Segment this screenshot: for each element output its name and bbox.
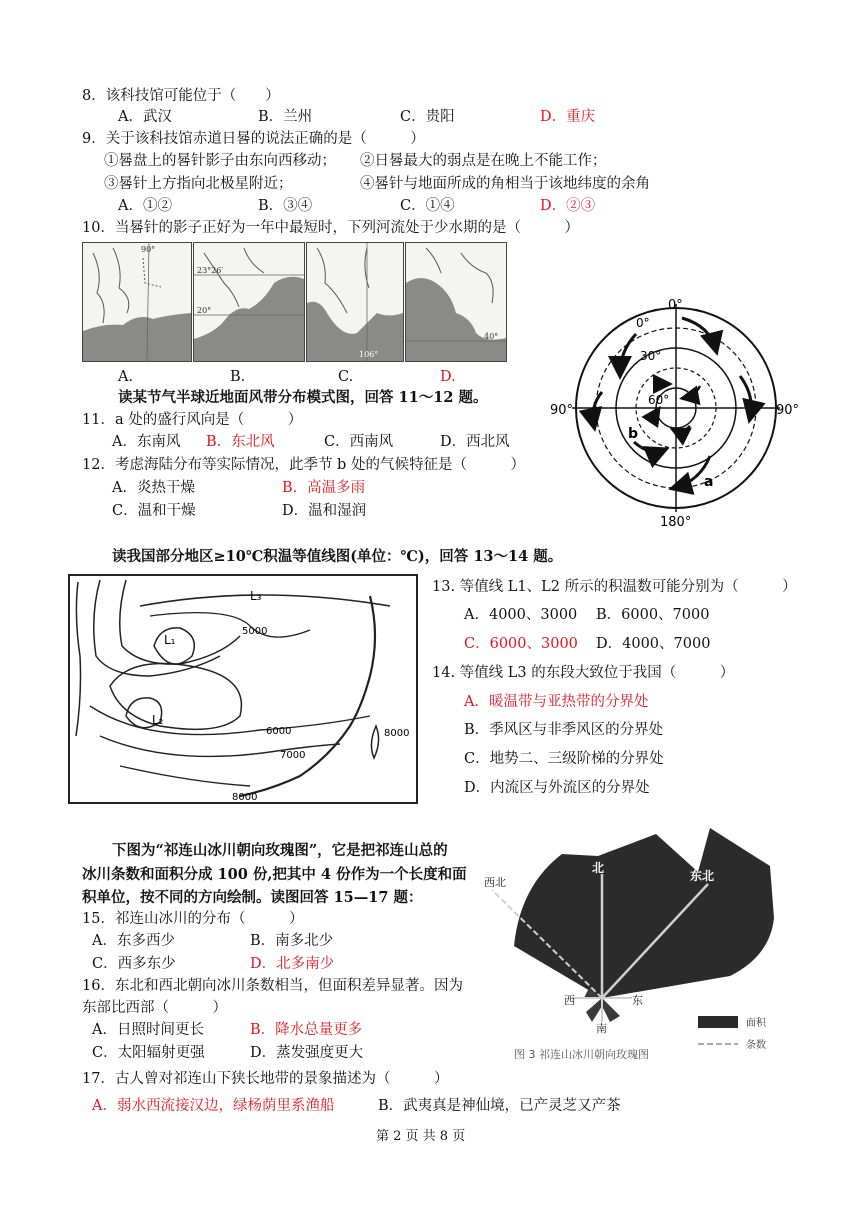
wind-label-60: 60° [648, 393, 670, 407]
q15-option-a: A．东多西少 [92, 933, 175, 949]
q13-stem: 13. 等值线 L1、L2 所示的积温数可能分别为（ ） [432, 579, 797, 595]
q10-option-a: A. [118, 369, 134, 385]
q10-map-b-label-1: 23°26′ [197, 266, 224, 275]
q10-map-d-label: 40° [484, 332, 499, 341]
q15-option-d: D．北多南少 [250, 956, 335, 972]
q16-option-c: C．太阳辐射更强 [92, 1045, 205, 1061]
q9-option-c: C．①④ [400, 198, 455, 214]
q8-stem: 8．该科技馆可能位于（ ） [82, 88, 280, 104]
q14-option-c: C．地势二、三级阶梯的分界处 [464, 751, 664, 767]
q9-option-d: D．②③ [540, 198, 596, 214]
legend-area-label: 面积 [746, 1018, 766, 1029]
rose-label-ne: 东北 [690, 869, 715, 883]
q11-option-d: D．西北风 [440, 434, 510, 450]
q16-option-a: A．日照时间更长 [92, 1022, 204, 1038]
temp-label-7000: 7000 [280, 750, 306, 761]
temp-label-8000-east: 8000 [384, 728, 410, 739]
wind-point-b: b [628, 426, 639, 442]
wind-label-right: 90° [776, 403, 800, 418]
q10-map-b [193, 242, 305, 362]
q17-stem: 17．古人曾对祁连山下狭长地带的景象描述为（ ） [82, 1071, 449, 1087]
wind-intro: 读某节气半球近地面风带分布模式图，回答 11～12 题。 [118, 389, 488, 406]
legend-count-label: 条数 [746, 1040, 766, 1051]
q16-stem-line-2: 东部比西部（ ） [82, 1000, 227, 1016]
q12-stem: 12．考虑海陆分布等实际情况，此季节 b 处的气候特征是（ ） [82, 457, 525, 473]
q9-option-b: B．③④ [258, 198, 313, 214]
q10-map-d [405, 242, 507, 362]
q14-option-b: B．季风区与非季风区的分界处 [464, 722, 664, 738]
q13-option-c: C．6000、3000 [464, 636, 578, 652]
q15-stem: 15．祁连山冰川的分布（ ） [82, 911, 304, 927]
rose-intro-line-2: 冰川条数和面积分成 100 份,把其中 4 份作为一个长度和面 [82, 866, 467, 883]
q10-map-c [306, 242, 404, 362]
temp-label-l3: L₃ [250, 589, 262, 603]
q16-option-d: D．蒸发强度更大 [250, 1045, 364, 1061]
q10-stem: 10．当晷针的影子正好为一年中最短时，下列河流处于少水期的是（ ） [82, 220, 579, 236]
wind-label-left: 90° [550, 403, 574, 418]
q9-stem: 9．关于该科技馆赤道日晷的说法正确的是（ ） [82, 131, 425, 147]
wind-label-30: 30° [640, 349, 662, 363]
rose-label-e: 东 [632, 994, 643, 1007]
temp-label-8000-south: 8000 [232, 792, 258, 802]
q10-option-d: D. [440, 369, 456, 385]
q10-map-a [82, 242, 192, 362]
temp-label-l1: L₁ [164, 633, 176, 647]
q8-option-b: B．兰州 [258, 109, 313, 125]
q10-map-c-label: 106° [359, 350, 379, 359]
temperature-isoline-map [68, 574, 418, 804]
q15-option-b: B．南多北少 [250, 933, 334, 949]
q14-stem: 14. 等值线 L3 的东段大致位于我国（ ） [432, 665, 735, 681]
q10-option-b: B. [230, 369, 246, 385]
q17-option-a: A．弱水西流接汉边，绿杨荫里系渔船 [92, 1098, 335, 1114]
rose-caption: 图 3 祁连山冰川朝向玫瑰图 [514, 1048, 649, 1061]
legend-area-swatch [698, 1016, 738, 1028]
q12-option-c: C．温和干燥 [112, 503, 196, 519]
q8-option-d: D．重庆 [540, 109, 596, 125]
q15-option-c: C．西多东少 [92, 956, 176, 972]
q13-option-b: B．6000、7000 [596, 607, 710, 623]
glacier-rose-diagram [480, 826, 790, 1066]
q9-statement-3: ③晷针上方指向北极星附近； [104, 176, 293, 192]
q12-option-b: B．高温多雨 [282, 480, 366, 496]
rose-label-s: 南 [596, 1022, 607, 1035]
q12-option-a: A．炎热干燥 [112, 480, 195, 496]
q9-statement-4: ④晷针与地面所成的角相当于该地纬度的余角 [360, 176, 650, 192]
q16-option-b: B．降水总量更多 [250, 1022, 363, 1038]
temp-label-6000: 6000 [266, 726, 292, 737]
page-footer: 第 2 页 共 8 页 [376, 1129, 466, 1144]
rose-label-nw: 西北 [484, 876, 506, 889]
q13-option-a: A．4000、3000 [464, 607, 578, 623]
rose-intro-line-3: 积单位，按不同的方向绘制。读图回答 15—17 题： [82, 889, 423, 906]
wind-label-0-inner: 0° [636, 316, 650, 330]
q11-option-a: A．东南风 [112, 434, 181, 450]
q12-option-d: D．温和湿润 [282, 503, 367, 519]
q10-option-c: C. [338, 369, 354, 385]
q8-option-a: A．武汉 [118, 109, 172, 125]
q14-option-d: D．内流区与外流区的分界处 [464, 780, 650, 796]
wind-label-bottom: 180° [660, 515, 692, 528]
temp-label-5000: 5000 [242, 626, 268, 637]
q11-stem: 11．a 处的盛行风向是（ ） [82, 412, 303, 428]
q9-option-a: A．①② [118, 198, 172, 214]
wind-belt-diagram [550, 296, 800, 528]
q8-option-c: C．贵阳 [400, 109, 455, 125]
q9-statement-2: ②日晷最大的弱点是在晚上不能工作； [360, 153, 607, 169]
q13-option-d: D．4000、7000 [596, 636, 711, 652]
q14-option-a: A．暖温带与亚热带的分界处 [464, 694, 649, 710]
q10-map-b-label-2: 20° [197, 306, 212, 315]
q9-statement-1: ①晷盘上的晷针影子由东向西移动； [104, 153, 336, 169]
rose-intro-line-1: 下图为“祁连山冰川朝向玫瑰图”，它是把祁连山总的 [112, 842, 448, 859]
rose-label-w: 西 [564, 994, 575, 1007]
temp-intro: 读我国部分地区≥10℃积温等值线图(单位：℃)，回答 13～14 题。 [112, 548, 563, 565]
temp-label-l2: L₂ [152, 713, 164, 727]
q10-map-a-label: 90° [141, 245, 156, 254]
wind-label-top: 0° [668, 298, 683, 313]
q11-option-c: C．西南风 [324, 434, 394, 450]
rose-label-n: 北 [592, 861, 605, 875]
wind-point-a: a [704, 474, 714, 490]
q11-option-b: B．东北风 [206, 434, 275, 450]
q16-stem-line-1: 16．东北和西北朝向冰川条数相当，但面积差异显著。因为 [82, 978, 463, 994]
q17-option-b: B．武夷真是神仙境，已产灵芝又产茶 [378, 1098, 621, 1114]
